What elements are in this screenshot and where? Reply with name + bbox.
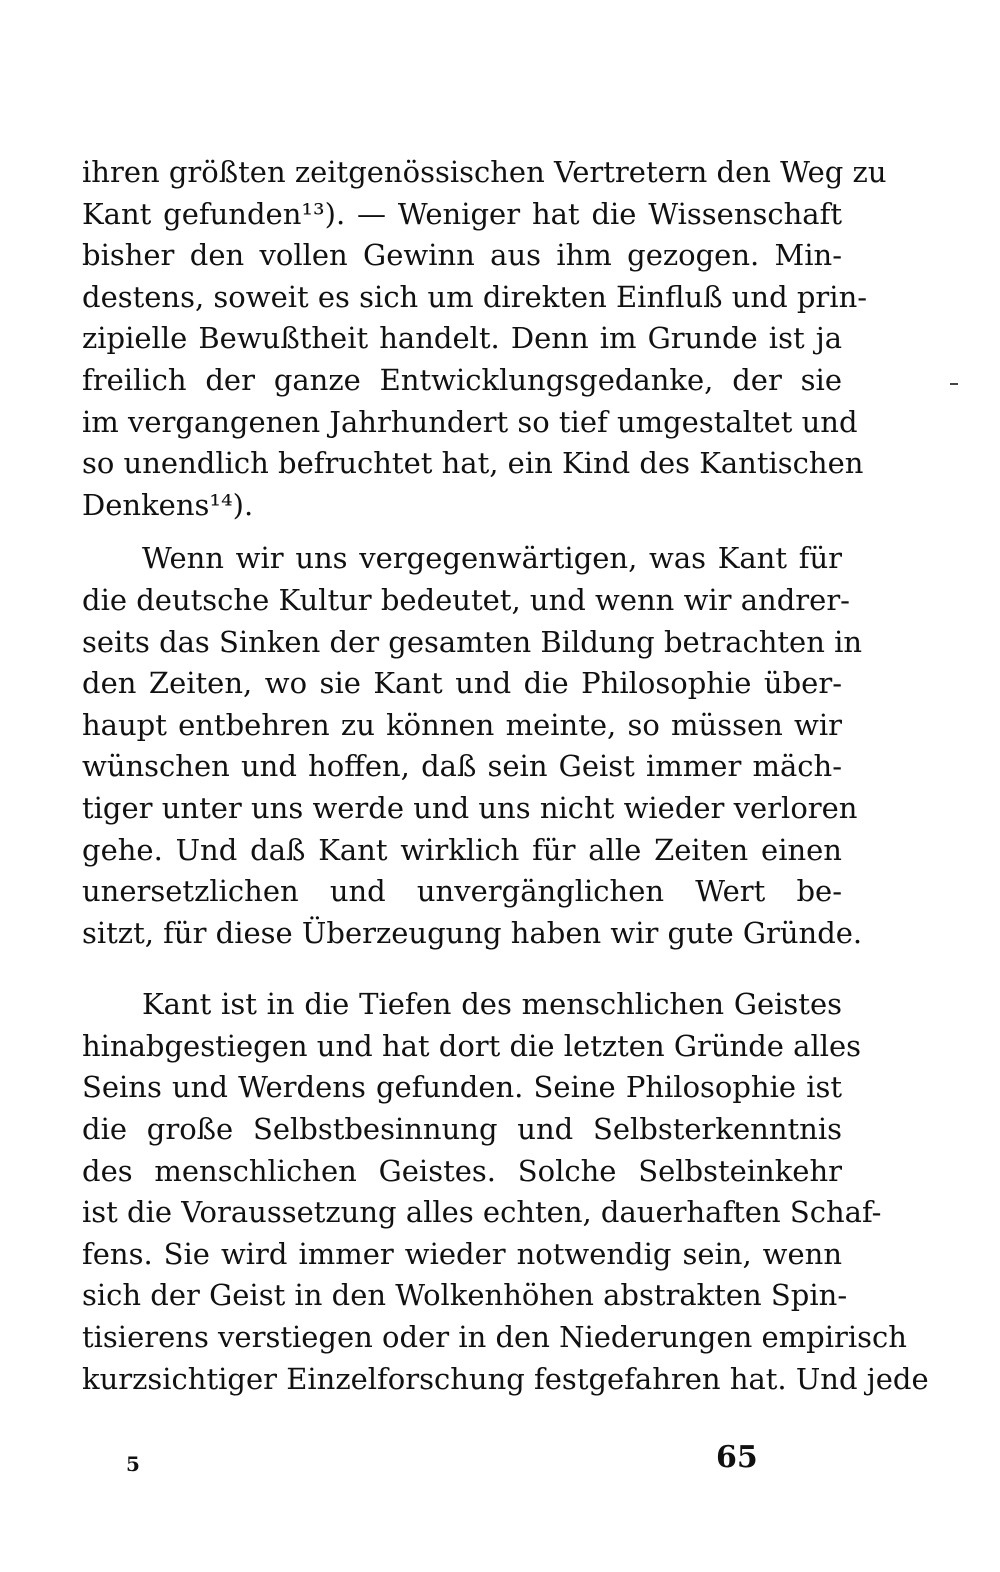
- text-line: destens, soweit es sich um direkten Einfluß und prin-: [82, 279, 868, 314]
- text-line: haupt entbehren zu können meinte, so müssen wir: [82, 707, 842, 742]
- text-line: Kant gefunden¹³). — Weniger hat die Wissenschaft: [82, 196, 842, 231]
- text-line: im vergangenen Jahrhundert so tief umgestaltet und: [82, 404, 858, 439]
- paragraph-gap: [82, 526, 842, 538]
- text-line: zipielle Bewußtheit handelt. Denn im Grunde ist ja: [82, 321, 842, 356]
- text-line: tiger unter uns werde und uns nicht wieder verloren: [82, 790, 858, 825]
- text-line: bisher den vollen Gewinn aus ihm gezogen. Min-: [82, 238, 842, 273]
- text-line: den Zeiten, wo sie Kant und die Philosophie über-: [82, 666, 842, 701]
- text-line: ihren größten zeitgenössischen Vertretern den Weg zu: [82, 155, 887, 189]
- margin-mark: [950, 383, 958, 385]
- text-line: hinabgestiegen und hat dort die letzten Gründe alles: [82, 1028, 862, 1063]
- text-line: sich der Geist in den Wolkenhöhen abstrakten Spin-: [82, 1278, 848, 1313]
- text-line: die deutsche Kultur bedeutet, und wenn wir andrer-: [82, 582, 850, 617]
- text-line: sitzt, für diese Überzeugung haben wir gute Gründe.: [82, 915, 863, 950]
- page-number: 65: [716, 1440, 758, 1475]
- paragraph-2: [82, 538, 863, 954]
- text-line: Denkens¹⁴).: [82, 487, 254, 522]
- text-line: tisierens verstiegen oder in den Niederungen empirisch: [82, 1320, 907, 1355]
- paragraph-1: [82, 152, 887, 526]
- text-line: unersetzlichen und unvergänglichen Wert be-: [82, 874, 842, 909]
- text-line: so unendlich befruchtet hat, ein Kind des Kantischen: [82, 446, 864, 481]
- text-line: freilich der ganze Entwicklungsgedanke, der sie: [82, 362, 842, 397]
- text-line: des menschlichen Geistes. Solche Selbsteinkehr: [82, 1153, 842, 1188]
- text-line: kurzsichtiger Einzelforschung festgefahren hat. Und jede: [82, 1361, 929, 1396]
- text-block: [82, 152, 929, 1400]
- page-footer: [0, 1440, 1000, 1480]
- text-line: seits das Sinken der gesamten Bildung betrachten in: [82, 624, 863, 659]
- text-line: fens. Sie wird immer wieder notwendig sein, wenn: [82, 1236, 842, 1271]
- text-line: ist die Voraussetzung alles echten, dauerhaften Schaf-: [82, 1195, 882, 1230]
- text-line: die große Selbstbesinnung und Selbsterkenntnis: [82, 1112, 842, 1147]
- text-line: Seins und Werdens gefunden. Seine Philosophie ist: [82, 1070, 842, 1105]
- text-line: Kant ist in die Tiefen des menschlichen Geistes: [142, 987, 842, 1022]
- paragraph-gap: [82, 954, 842, 984]
- signature-mark: 5: [126, 1452, 140, 1476]
- text-line: wünschen und hoffen, daß sein Geist immer mäch-: [82, 749, 842, 784]
- paragraph-3: [82, 984, 929, 1400]
- text-line: Wenn wir uns vergegenwärtigen, was Kant für: [142, 541, 842, 576]
- text-line: gehe. Und daß Kant wirklich für alle Zeiten einen: [82, 832, 842, 867]
